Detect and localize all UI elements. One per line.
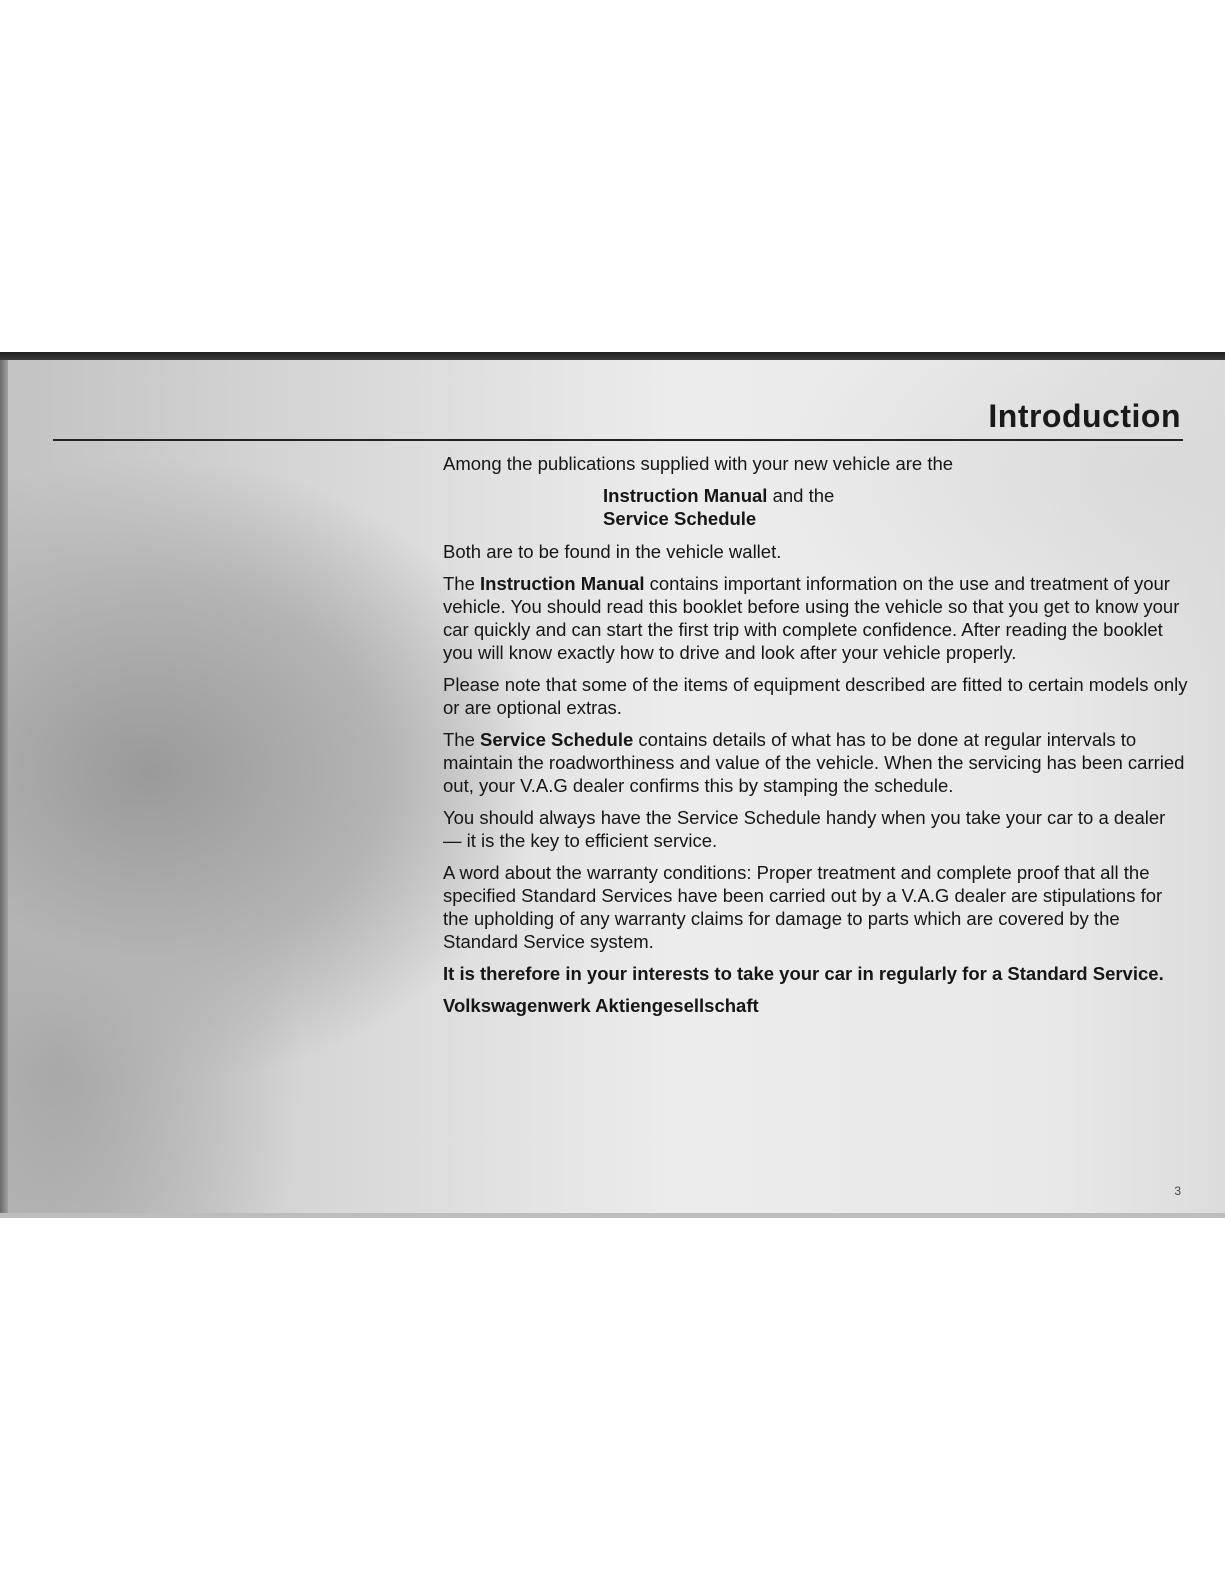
manual-prefix: The [443, 573, 481, 594]
schedule-paragraph [443, 728, 1188, 797]
bold-advice-text: It is therefore in your interests to take your car in regularly for a Standard Service. [443, 963, 1164, 984]
page-top-edge [0, 352, 1225, 360]
page-bottom-edge [0, 1213, 1225, 1218]
title-line-manual [603, 484, 1188, 507]
note-paragraph: Please note that some of the items of equipment described are fitted to certain models only or are optional extras. [443, 674, 1188, 718]
title-service-schedule: Service Schedule [603, 508, 757, 529]
title-and-the: and the [767, 485, 835, 506]
warranty-paragraph: A word about the warranty conditions: Proper treatment and complete proof that all the specified Standard Services have been carried out by a V.A.G dealer are stipulations for the upholding of any warranty claims for damage to parts which are covered by the Standard Service system. [443, 862, 1163, 952]
handy-paragraph: You should always have the Service Schedule handy when you take your car to a dealer — it is the key to efficient service. [443, 807, 1166, 851]
wallet-paragraph: Both are to be found in the vehicle wallet. [443, 541, 782, 562]
page-number: 3 [1174, 1184, 1181, 1198]
title-instruction-manual: Instruction Manual [603, 485, 768, 506]
manual-bold-term: Instruction Manual [480, 573, 645, 594]
page-spine-shadow [0, 360, 8, 1218]
signature [443, 994, 1188, 1017]
schedule-text: contains details of what has to be done at regular intervals to maintain the roadworthiness and value of the vehicle. When the servicing has been carried out, your V.A.G dealer confirms this by stamping the schedule. [443, 729, 1185, 796]
page-heading: Introduction [988, 398, 1181, 434]
schedule-bold-term: Service Schedule [480, 729, 634, 750]
publication-titles [603, 484, 1188, 530]
signature-text: Volkswagenwerk Aktiengesellschaft [443, 995, 759, 1016]
heading-rule [53, 439, 1183, 441]
schedule-prefix: The [443, 729, 481, 750]
scanned-page [0, 352, 1225, 1218]
title-line-schedule [603, 507, 1188, 530]
body-text [443, 452, 1188, 1026]
bold-advice-paragraph [443, 962, 1188, 985]
intro-paragraph: Among the publications supplied with your new vehicle are the [443, 453, 954, 474]
manual-paragraph [443, 572, 1188, 664]
manual-text: contains important information on the use and treatment of your vehicle. You should read this booklet before using the vehicle so that you get to know your car quickly and can start the first trip with complete confidence. After reading the booklet you will know exactly how to drive and look after your vehicle properly. [443, 573, 1180, 663]
